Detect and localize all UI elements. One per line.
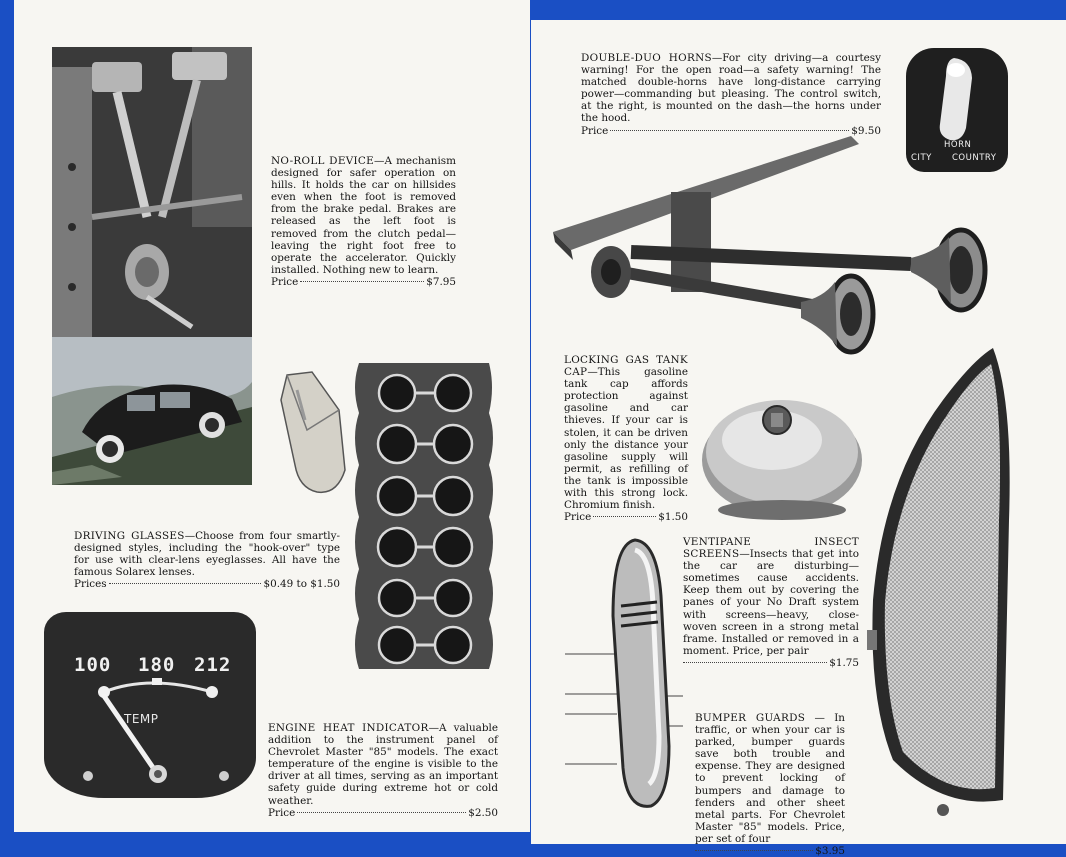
driving-glasses-price-line bbox=[74, 578, 340, 590]
horns-body: —For city driving—a courtesy warning! For the open road—a safety warning! The matched double-horns have long-distance carrying power—commanding but pleasing. The control switch, at the right, is mounted on the dash—the horns under the hood. bbox=[581, 52, 881, 125]
gauge-number-180: 180 bbox=[138, 654, 176, 676]
dot-leader bbox=[593, 516, 656, 517]
right-page bbox=[531, 20, 1066, 857]
insect-screens-description bbox=[683, 536, 859, 669]
gas-cap-title: LOCKING GAS TANK CAP bbox=[564, 354, 688, 379]
driving-glasses-price-label: Prices bbox=[74, 578, 107, 591]
bumper-guards-price-line bbox=[695, 845, 845, 857]
driving-glasses-body: —Choose from four smartly-designed styles, including the "hook-over" type for use with clear-lens eyeglasses. All have the famous Solarex lenses. bbox=[74, 530, 340, 579]
glasses-rack-illustration bbox=[349, 357, 499, 673]
pedal-linkage-illustration bbox=[52, 47, 252, 337]
engine-heat-title: ENGINE HEAT INDICATOR bbox=[268, 722, 429, 734]
horns-price-label: Price bbox=[581, 124, 609, 137]
left-page bbox=[14, 0, 530, 832]
bumper-guard-illustration bbox=[565, 536, 685, 816]
no-roll-price-line bbox=[271, 276, 456, 288]
bumper-guard-photo bbox=[565, 536, 685, 816]
driving-glasses-title: DRIVING GLASSES bbox=[74, 530, 185, 542]
driving-glasses-display-photo bbox=[349, 357, 499, 673]
gauge-number-212: 212 bbox=[194, 654, 232, 676]
engine-heat-indicator-gauge bbox=[44, 612, 256, 798]
no-roll-device-photo bbox=[52, 47, 252, 337]
gas-cap-price-label: Price bbox=[564, 511, 592, 524]
gauge-dial-illustration bbox=[44, 612, 256, 798]
bumper-guards-body: — In traffic, or when your car is parked, bumper guards save both trouble and expense. They are designed to prevent locking of bumpers and damage to fenders and other sheet metal parts. For Chevrolet Master "85" models. Price, per set of four bbox=[695, 712, 845, 845]
horn-switch-city: CITY bbox=[911, 153, 932, 163]
dot-leader bbox=[610, 130, 849, 131]
engine-heat-price-line bbox=[268, 807, 498, 819]
glasses-case-illustration bbox=[277, 370, 349, 498]
no-roll-body: —A mechanism designed for safer operation on hills. It holds the car on hillsides even when the foot is removed from the brake pedal. Brakes are released as the left foot is removed from the clutch pedal—leaving the right foot free to operate the accelerator. Quickly installed. Nothing new to learn. bbox=[271, 155, 456, 276]
gas-cap-price: $1.50 bbox=[658, 511, 688, 524]
engine-heat-body: —A valuable addition to the instrument panel of Chevrolet Master "85" models. The exact temperature of the engine is visible to the driver at all times, serving as an important safety guide during extreme hot or cold weather. bbox=[268, 722, 498, 807]
engine-heat-price-label: Price bbox=[268, 806, 296, 819]
horns-title: DOUBLE-DUO HORNS bbox=[581, 52, 712, 64]
insect-screens-title: VENTIPANE INSECT SCREENS bbox=[683, 536, 859, 561]
dot-leader bbox=[683, 662, 827, 663]
car-hill-illustration bbox=[52, 337, 252, 485]
dot-leader bbox=[297, 812, 466, 813]
driving-glasses-price: $0.49 to $1.50 bbox=[263, 578, 340, 591]
gauge-temp-label: TEMP bbox=[124, 712, 159, 726]
bumper-guards-title: BUMPER GUARDS bbox=[695, 712, 806, 724]
ventipane-insect-screen-photo bbox=[863, 340, 1023, 820]
bumper-guards-description bbox=[695, 712, 845, 857]
glasses-case-photo bbox=[277, 370, 349, 498]
driving-glasses-description bbox=[74, 530, 340, 590]
no-roll-title: NO-ROLL DEVICE bbox=[271, 155, 375, 167]
no-roll-price: $7.95 bbox=[426, 275, 456, 288]
insect-screen-illustration bbox=[863, 340, 1023, 820]
engine-heat-price: $2.50 bbox=[468, 806, 498, 819]
horns-price: $9.50 bbox=[851, 124, 881, 137]
dot-leader bbox=[109, 583, 262, 584]
gas-tank-cap-photo bbox=[697, 380, 867, 530]
dot-leader bbox=[695, 850, 813, 851]
engine-heat-description bbox=[268, 722, 498, 819]
insect-screens-body: —Insects that get into the car are disturbing—sometimes cause accidents. Keep them out by covering the panes of your No Draft system with screens—heavy, close-woven screen in a strong metal frame. Installed or removed in a moment. Price, per pair bbox=[683, 548, 859, 657]
gauge-number-100: 100 bbox=[74, 654, 112, 676]
gas-cap-body: —This gasoline tank cap affords protection against gasoline and car thieves. If your car is stolen, it can be driven only the distance your gasoline supply will permit, as refilling of the tank is impossible with this strong lock. Chromium finish. bbox=[564, 366, 688, 512]
gas-cap-price-line bbox=[564, 511, 688, 523]
insect-screens-price-line bbox=[683, 657, 859, 669]
gas-cap-description bbox=[564, 354, 688, 523]
horn-switch-title: HORN bbox=[944, 140, 972, 150]
horn-switch-country: COUNTRY bbox=[952, 153, 997, 163]
no-roll-price-label: Price bbox=[271, 275, 299, 288]
horns-illustration bbox=[551, 132, 991, 362]
insect-screens-price: $1.75 bbox=[829, 656, 859, 669]
gas-cap-illustration bbox=[697, 380, 867, 530]
dot-leader bbox=[300, 281, 424, 282]
car-on-hill-photo bbox=[52, 337, 252, 485]
double-duo-horns-photo bbox=[551, 132, 991, 362]
no-roll-description bbox=[271, 155, 456, 288]
horns-description bbox=[581, 52, 881, 137]
bumper-guards-price: $3.95 bbox=[815, 845, 845, 857]
